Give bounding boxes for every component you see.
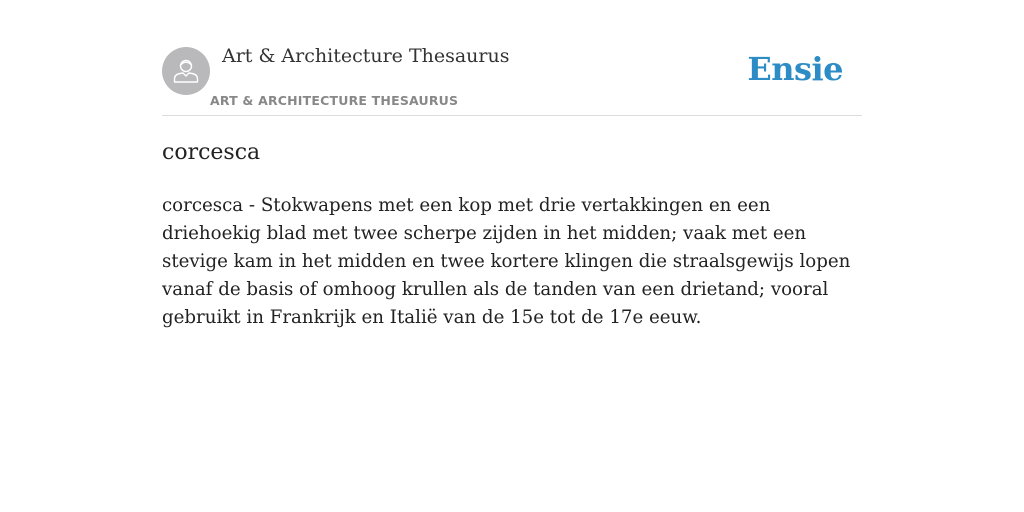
avatar[interactable] [162, 47, 210, 95]
source-title[interactable]: Art & Architecture Thesaurus [222, 45, 510, 67]
header [162, 0, 862, 116]
entry-definition: corcesca - Stokwapens met een kop met drie vertakkingen en een driehoekig blad met twee scherpe zijden in het midden; vaak met een stevige kam in het midden en twee kortere klingen die straalsgewijs lopen vanaf de basis of omhoog krullen als de tanden van een drietand; vooral gebruikt in Frankrijk en Italië van de 15e tot de 17e eeuw. [162, 195, 851, 328]
entry-term: corcesca [162, 140, 261, 165]
source-subtitle: ART & ARCHITECTURE THESAURUS [210, 93, 459, 108]
user-icon [171, 56, 201, 86]
content-container [162, 0, 862, 328]
ensie-logo[interactable]: Ensie [747, 50, 843, 88]
